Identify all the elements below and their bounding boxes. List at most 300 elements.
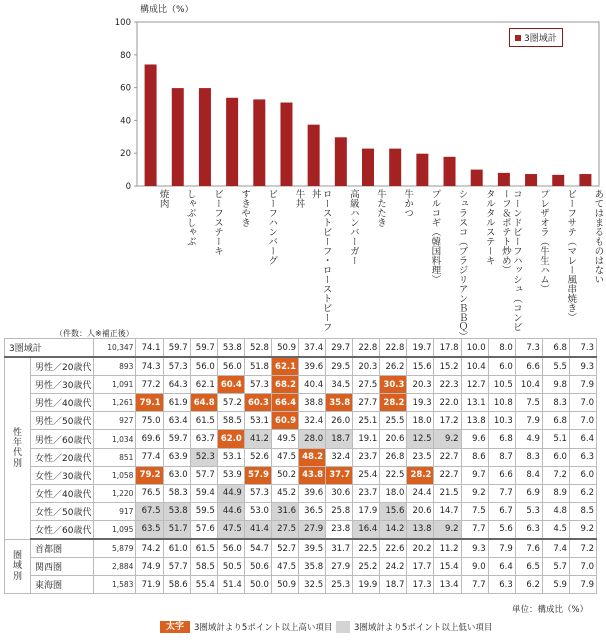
table-cell: 7.7 [461,576,488,594]
row-count: 1,034 [94,430,136,448]
table-cell: 7.7 [461,520,488,539]
table-cell: 6.8 [542,412,569,430]
table-cell: 20.6 [407,502,434,520]
x-tick-label: プルコギ（韓国料理） [429,189,441,284]
table-cell: 19.7 [407,339,434,358]
table-cell: 22.5 [380,466,407,484]
bar [199,88,211,186]
x-tick-label: ローストビーフ・ローストビーフ丼 [309,189,332,332]
row-label: 男性／20歳代 [31,357,94,376]
table-cell: 6.8 [542,339,569,358]
table-cell: 6.6 [515,357,542,376]
table-cell: 22.8 [353,339,380,358]
table-cell: 28.2 [407,466,434,484]
table-cell: 32.4 [299,412,326,430]
table-cell: 47.5 [217,520,244,539]
table-cell: 8.6 [461,448,488,466]
table-cell: 7.0 [569,558,596,576]
table-cell: 27.5 [353,376,380,394]
table-cell: 20.3 [353,357,380,376]
table-cell: 74.2 [136,539,163,558]
table-cell: 24.2 [380,558,407,576]
table-cell: 7.5 [461,502,488,520]
row-label: 首都圏 [31,539,94,558]
table-row [5,357,597,376]
row-count: 1,261 [94,394,136,412]
table-cell: 63.7 [190,430,217,448]
table-cell: 22.8 [380,339,407,358]
table-cell: 57.3 [163,357,190,376]
table-cell: 40.4 [299,376,326,394]
table-cell: 51.7 [163,520,190,539]
table-cell: 79.2 [136,466,163,484]
table-cell: 62.0 [217,430,244,448]
x-tick-label: あてはまるものはない [592,189,604,284]
table-cell: 68.2 [271,376,298,394]
table-cell: 7.0 [569,394,596,412]
table-cell: 17.3 [407,576,434,594]
table-cell: 48.2 [299,448,326,466]
table-row [5,412,597,430]
table-cell: 25.2 [353,558,380,576]
x-tick-label: 牛たたき [375,189,386,227]
table-cell: 19.1 [353,430,380,448]
bar [471,170,483,186]
y-tick-label: 100 [114,18,131,28]
table-cell: 60.3 [244,394,271,412]
x-tick-label: コーンドビーフハッシュ（コンビーフ＆ポテト炒め） [499,189,522,332]
table-cell: 56.0 [217,357,244,376]
table-cell: 23.8 [326,520,353,539]
bar [389,149,401,186]
table-cell: 74.1 [136,339,163,358]
y-tick-label: 0 [125,182,131,192]
table-cell: 47.5 [271,448,298,466]
bar [145,64,157,186]
y-tick-label: 60 [120,83,131,94]
x-tick-label: シュラスコ（ブラジリアンＢＢＱ） [456,189,468,341]
table-cell: 30.3 [380,376,407,394]
table-cell: 41.2 [244,430,271,448]
row-count: 917 [94,502,136,520]
table-cell: 52.7 [271,539,298,558]
table-cell: 37.4 [299,339,326,358]
table-cell: 7.5 [515,394,542,412]
table-cell: 45.2 [271,484,298,502]
table-cell: 61.9 [163,394,190,412]
legend-high [160,621,332,633]
table-cell: 53.1 [244,412,271,430]
table-row [5,520,597,539]
table-cell: 21.5 [434,484,461,502]
table-cell: 9.2 [569,520,596,539]
table-cell: 9.8 [542,376,569,394]
row-count: 2,884 [94,558,136,576]
table-cell: 79.1 [136,394,163,412]
row-count: 1,583 [94,576,136,594]
table-cell: 22.6 [380,539,407,558]
table-cell: 44.6 [217,502,244,520]
chart-legend [509,28,563,47]
x-tick-label: 牛かつ [402,189,414,218]
y-tick-label: 40 [120,116,131,127]
table-cell: 50.6 [244,558,271,576]
table-cell: 53.8 [217,339,244,358]
x-tick-label: しゃぶしゃぶ [184,189,196,246]
table-cell: 5.3 [515,502,542,520]
table-cell: 16.4 [353,520,380,539]
table-cell: 9.2 [461,484,488,502]
table-cell: 7.3 [569,339,596,358]
table-cell: 9.0 [461,558,488,576]
table-cell: 6.7 [488,502,515,520]
y-tick-label: 80 [120,50,131,61]
table-row [5,430,597,448]
table-cell: 13.8 [407,520,434,539]
table-cell: 69.6 [136,430,163,448]
bar [172,88,184,186]
table-cell: 8.5 [569,502,596,520]
table-cell: 47.5 [271,558,298,576]
table-cell: 63.0 [163,466,190,484]
bar [416,154,428,186]
row-label: 3圏域計 [5,339,94,358]
table-cell: 22.5 [353,539,380,558]
table-cell: 5.1 [542,430,569,448]
table-cell: 6.2 [515,576,542,594]
table-row [5,339,597,358]
table-cell: 28.2 [380,394,407,412]
table-cell: 6.4 [569,430,596,448]
legend-label: 3圏域計 [524,34,557,44]
table-cell: 32.4 [326,448,353,466]
table-cell: 54.7 [244,539,271,558]
table-cell: 66.4 [271,394,298,412]
table-cell: 10.4 [461,357,488,376]
x-tick-label: タルタルステーキ [483,189,495,265]
table-cell: 18.7 [380,576,407,594]
bar [253,99,265,186]
data-table [4,338,597,594]
table-cell: 32.5 [299,576,326,594]
table-cell: 22.7 [434,466,461,484]
table-cell: 7.4 [542,539,569,558]
table-cell: 4.9 [515,430,542,448]
table-row [5,448,597,466]
table-cell: 6.3 [515,520,542,539]
table-cell: 7.2 [542,466,569,484]
table-cell: 4.5 [542,520,569,539]
table-cell: 50.0 [244,576,271,594]
table-cell: 7.3 [515,339,542,358]
table-cell: 58.6 [163,576,190,594]
table-cell: 7.7 [488,484,515,502]
table-cell: 7.9 [569,376,596,394]
table-cell: 13.4 [434,576,461,594]
table-cell: 5.9 [542,576,569,594]
table-cell: 59.7 [190,339,217,358]
bar [308,125,320,186]
table-cell: 7.6 [515,539,542,558]
table-cell: 8.4 [515,466,542,484]
table-cell: 57.2 [217,394,244,412]
table-cell: 8.0 [488,339,515,358]
table-cell: 52.3 [190,448,217,466]
table-cell: 6.6 [488,466,515,484]
table-cell: 58.5 [190,558,217,576]
row-label: 男性／30歳代 [31,376,94,394]
table-cell: 17.9 [353,502,380,520]
row-label: 女性／50歳代 [31,502,94,520]
table-cell: 17.8 [434,339,461,358]
y-tick-label: 20 [120,149,131,160]
table-cell: 25.5 [380,412,407,430]
legend-low-box [336,621,350,633]
table-cell: 27.9 [299,520,326,539]
table-cell: 43.8 [299,466,326,484]
table-cell: 31.6 [271,502,298,520]
table-cell: 28.0 [299,430,326,448]
table-cell: 63.9 [163,448,190,466]
table-cell: 35.8 [326,394,353,412]
table-cell: 27.9 [326,558,353,576]
table-cell: 56.0 [190,357,217,376]
row-label: 男性／40歳代 [31,394,94,412]
table-header-note: （件数：人※補正後） [55,329,134,338]
bar [525,174,537,186]
table-row [5,558,597,576]
row-label: 関西圏 [31,558,94,576]
table-cell: 22.7 [434,448,461,466]
row-label: 女性／30歳代 [31,466,94,484]
table-cell: 26.0 [326,412,353,430]
x-tick-label: ビーフステーキ [211,189,223,256]
table-cell: 15.2 [434,357,461,376]
table-cell: 11.2 [434,539,461,558]
table-cell: 39.5 [299,539,326,558]
row-count: 1,095 [94,520,136,539]
table-cell: 29.7 [326,339,353,358]
x-tick-label: 焼肉 [157,189,169,208]
table-cell: 39.6 [299,357,326,376]
table-cell: 59.5 [190,502,217,520]
table-cell: 6.5 [515,558,542,576]
table-cell: 57.9 [244,466,271,484]
table-cell: 6.0 [488,357,515,376]
table-cell: 59.4 [190,484,217,502]
table-cell: 59.7 [163,430,190,448]
row-count: 893 [94,357,136,376]
table-cell: 6.3 [569,448,596,466]
table-cell: 61.5 [190,412,217,430]
table-cell: 55.4 [190,576,217,594]
table-cell: 51.8 [244,357,271,376]
legend-high-text: 3圏域計より5ポイント以上高い項目 [194,623,333,633]
table-cell: 57.7 [163,558,190,576]
row-label: 男性／50歳代 [31,412,94,430]
table-cell: 37.7 [326,466,353,484]
table-cell: 25.1 [353,412,380,430]
table-cell: 6.9 [515,484,542,502]
table-cell: 9.2 [434,430,461,448]
table-cell: 60.4 [217,376,244,394]
table-cell: 53.0 [244,502,271,520]
table-cell: 6.0 [569,466,596,484]
table-cell: 38.8 [299,394,326,412]
table-cell: 27.5 [271,520,298,539]
x-tick-label: すきやき [239,189,251,227]
table-cell: 60.9 [271,412,298,430]
table-cell: 44.9 [217,484,244,502]
table-cell: 7.2 [569,539,596,558]
table-cell: 15.6 [380,502,407,520]
table-cell: 12.5 [407,430,434,448]
table-cell: 51.4 [217,576,244,594]
table-cell: 63.5 [136,520,163,539]
table-cell: 62.1 [271,357,298,376]
table-cell: 19.3 [407,394,434,412]
table-cell: 26.8 [380,448,407,466]
table-cell: 13.8 [461,412,488,430]
table-cell: 19.9 [353,576,380,594]
table-cell: 77.4 [136,448,163,466]
table-cell: 23.5 [407,448,434,466]
table-cell: 6.4 [488,558,515,576]
table-cell: 39.6 [299,484,326,502]
table-cell: 6.3 [488,576,515,594]
table-cell: 50.9 [271,339,298,358]
table-cell: 27.7 [353,394,380,412]
table-cell: 9.2 [434,520,461,539]
table-cell: 10.0 [461,339,488,358]
table-cell: 8.3 [542,394,569,412]
table-cell: 10.8 [488,394,515,412]
table-cell: 50.2 [271,466,298,484]
row-count: 10,347 [94,339,136,358]
table-cell: 7.0 [569,412,596,430]
table-cell: 25.3 [326,576,353,594]
table-cell: 57.3 [244,484,271,502]
table-cell: 5.6 [488,520,515,539]
table-cell: 6.0 [542,448,569,466]
table-cell: 20.3 [407,376,434,394]
table-cell: 6.2 [569,484,596,502]
table-cell: 50.9 [271,576,298,594]
table-cell: 35.8 [299,558,326,576]
row-label: 女性／60歳代 [31,520,94,539]
table-cell: 62.1 [190,376,217,394]
group-label-sexage: 性 年 代 別 [5,357,31,539]
table-cell: 17.7 [407,558,434,576]
x-tick-label: プレザオラ（牛生ハム） [538,189,550,294]
bar [444,157,456,186]
legend-low-text: 3圏域計より5ポイント以上低い項目 [354,623,493,633]
table-cell: 76.5 [136,484,163,502]
table-cell: 74.9 [136,558,163,576]
row-count: 851 [94,448,136,466]
table-row [5,502,597,520]
legend-low [336,621,492,633]
y-axis-label: 構成比（%） [140,5,194,15]
table-cell: 64.3 [163,376,190,394]
table-cell: 15.6 [407,357,434,376]
group-label-region: 圏 域 別 [5,539,31,594]
table-cell: 10.4 [515,376,542,394]
bar [280,103,292,186]
table-cell: 57.3 [244,376,271,394]
table-cell: 30.6 [326,484,353,502]
table-cell: 13.1 [461,394,488,412]
x-tick-label: 高級ハンバーガー [347,189,359,265]
table-cell: 31.7 [326,539,353,558]
table-cell: 20.2 [407,539,434,558]
table-cell: 14.7 [434,502,461,520]
table-cell: 63.4 [163,412,190,430]
table-row [5,376,597,394]
table-cell: 61.0 [163,539,190,558]
table-cell: 41.4 [244,520,271,539]
table-cell: 7.9 [569,576,596,594]
legend-high-box: 太字 [160,621,190,633]
table-cell: 36.5 [299,502,326,520]
bar [498,173,510,186]
table-cell: 29.5 [326,357,353,376]
legend-swatch [515,35,521,41]
x-tick-label: ビーフハンバーグ [266,189,278,265]
table-cell: 10.5 [488,376,515,394]
row-count: 5,879 [94,539,136,558]
table-cell: 52.8 [244,339,271,358]
table-cell: 9.6 [461,430,488,448]
table-cell: 18.0 [407,412,434,430]
table-cell: 18.7 [326,430,353,448]
table-row [5,466,597,484]
bar [552,175,564,186]
bar [226,98,238,186]
table-cell: 67.5 [136,502,163,520]
table-cell: 50.5 [217,558,244,576]
table-cell: 4.8 [542,502,569,520]
table-cell: 58.5 [217,412,244,430]
table-cell: 52.6 [244,448,271,466]
x-tick-label: ビーフサテ（マレー風串焼き） [565,189,577,322]
table-cell: 9.3 [461,539,488,558]
table-cell: 9.3 [569,357,596,376]
table-cell: 26.2 [380,357,407,376]
table-cell: 53.1 [217,448,244,466]
table-cell: 8.9 [542,484,569,502]
table-row [5,539,597,558]
table-cell: 24.4 [407,484,434,502]
table-cell: 71.9 [136,576,163,594]
table-cell: 5.5 [542,357,569,376]
table-cell: 25.8 [326,502,353,520]
table-cell: 23.7 [353,448,380,466]
table-cell: 64.8 [190,394,217,412]
table-cell: 17.2 [434,412,461,430]
table-cell: 25.4 [353,466,380,484]
table-cell: 59.7 [163,339,190,358]
table-cell: 58.3 [163,484,190,502]
table-cell: 56.0 [217,539,244,558]
unit-note: 単位：構成比（%） [512,605,589,615]
table-cell: 57.6 [190,520,217,539]
table-row [5,394,597,412]
row-label: 女性／20歳代 [31,448,94,466]
row-label: 東海圏 [31,576,94,594]
table-cell: 53.9 [217,466,244,484]
table-cell: 18.0 [380,484,407,502]
